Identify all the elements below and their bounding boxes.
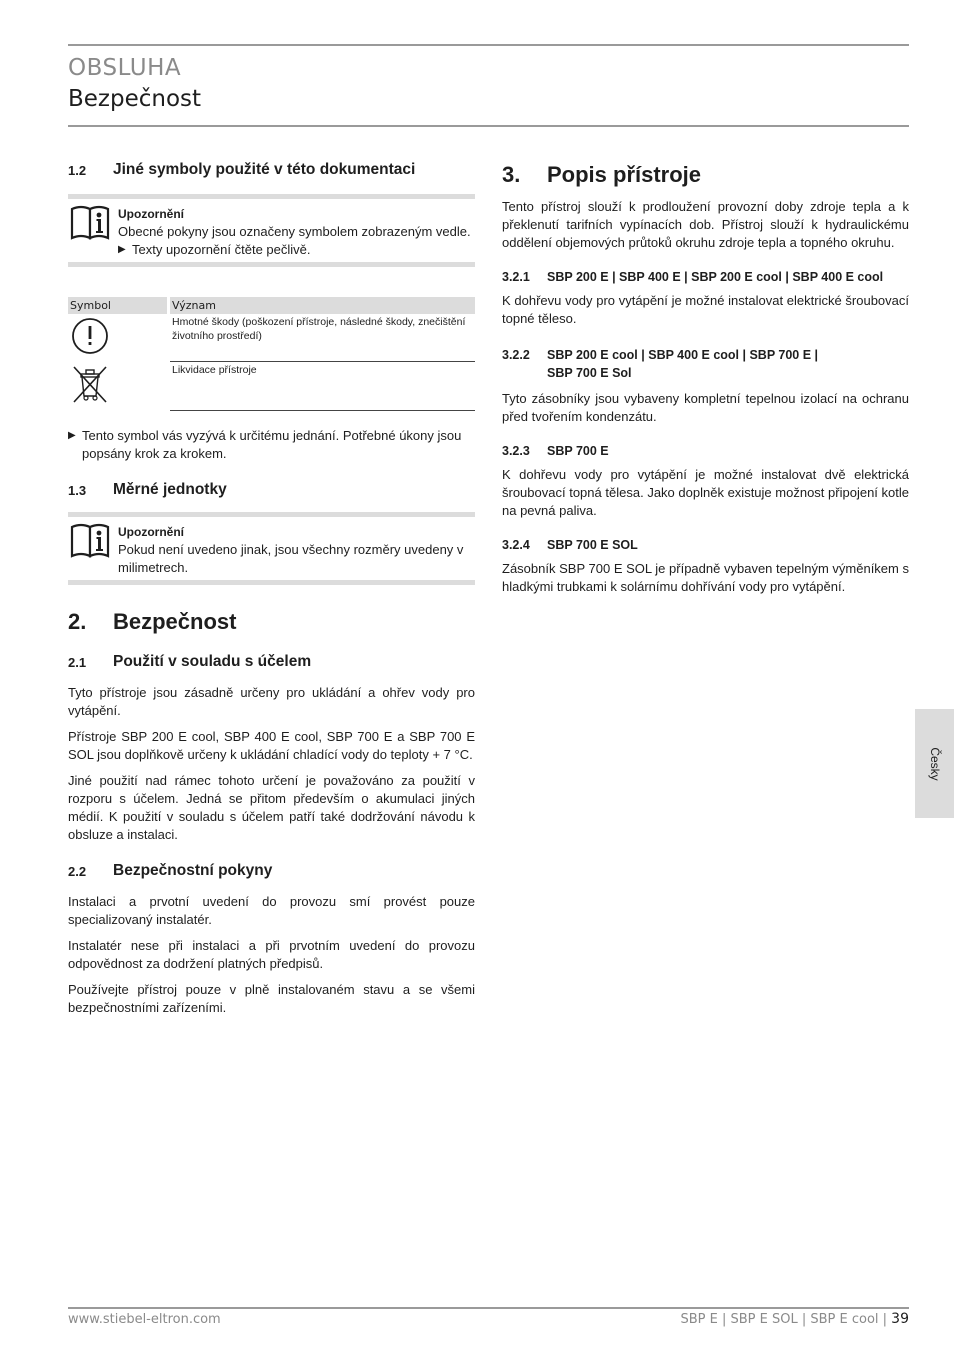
paragraph: Instalatér nese při instalaci a při prvotním uvedení do provozu odpovědnost za dodržení platných předpisů.: [68, 937, 475, 971]
note-bullet-text: Texty upozornění čtěte pečlivě.: [132, 242, 311, 257]
left-column: [68, 150, 475, 1025]
table-header-symbol: Symbol: [68, 297, 169, 314]
info-book-icon: [68, 205, 118, 259]
chapter-heading-2: [68, 609, 475, 635]
chapter-number: 3.: [502, 162, 521, 187]
subsection-heading-3-2-3: [502, 444, 909, 458]
footer-products: SBP E | SBP E SOL | SBP E cool: [680, 1312, 879, 1327]
language-label: Česky: [927, 746, 942, 781]
subsection-title: SBP 200 E cool | SBP 400 E cool | SBP 700 E | SBP 700 E Sol: [547, 348, 819, 380]
section-number: 2.2: [68, 863, 87, 879]
chapter-heading-3: [502, 162, 909, 188]
crossed-bin-icon: [70, 395, 112, 407]
note-title: Upozornění: [118, 524, 184, 539]
note-box: [68, 194, 475, 267]
subsection-heading-3-2-1: [502, 270, 909, 284]
paragraph: Tento přístroj slouží k prodloužení provozní doby zdroje tepla a k překlenutí tarifních vypínacích dob. Přístroj slouží k hydraulickému oddělení objemových průtoků okruhu zdroje tepla a topného okruhu.: [502, 199, 909, 250]
page-number: 39: [891, 1311, 909, 1327]
paragraph: Zásobník SBP 700 E SOL je případně vybaven tepelným výměníkem s hladkými trubkami k solárnímu dohřívání vody pro vytápění.: [502, 561, 909, 594]
paragraph: Instalaci a prvotní uvedení do provozu smí provést pouze specializovaný instalatér.: [68, 893, 475, 927]
triangle-bullet-icon: ▶: [68, 429, 76, 441]
footer-right: [681, 1311, 910, 1327]
note-bullet: [118, 241, 475, 259]
warning-circle-icon: [70, 346, 110, 358]
subsection-number: 3.2.4: [502, 538, 530, 552]
note-text: Obecné pokyny jsou označeny symbolem zobrazeným vedle.: [118, 224, 471, 239]
subsection-title: SBP 700 E: [547, 444, 609, 458]
chapter-title: Popis přístroje: [547, 162, 702, 187]
subsection-heading-3-2-4: [502, 538, 909, 552]
section-number: 1.2: [68, 163, 87, 178]
paragraph: Tyto přístroje jsou zásadně určeny pro ukládání a ohřev vody pro vytápění.: [68, 684, 475, 718]
table-cell-meaning: Hmotné škody (poškození přístroje, následné škody, znečištění životního prostředí): [169, 314, 476, 361]
section-heading-1-2: [68, 161, 475, 180]
paragraph: K dohřevu vody pro vytápění je možné instalovat elektrické šroubovací topné těleso.: [502, 293, 909, 326]
footer-rule: [68, 1307, 909, 1309]
subsection-number: 3.2.2: [502, 348, 530, 362]
table-cell-meaning: Likvidace přístroje: [169, 361, 476, 410]
section-number: 2.1: [68, 654, 87, 670]
chapter-title: Bezpečnost: [113, 608, 237, 634]
paragraph: Tyto zásobníky jsou vybaveny kompletní tepelnou izolací na ochranu před tvořením kondenzátu.: [502, 391, 909, 424]
footer-separator: |: [882, 1312, 892, 1327]
subsection-title: SBP 200 E | SBP 400 E | SBP 200 E cool | SBP 400 E cool: [547, 270, 884, 284]
section-title: Jiné symboly použité v této dokumentaci: [113, 161, 416, 178]
paragraph: Jiné použití nad rámec tohoto určení je považováno za použití v rozporu s účelem. Jedná se přitom především o akumulaci jiných médií. K použití v souladu s účelem patří také dodržování návodu k obsluze a instalaci.: [68, 772, 475, 842]
section-heading-2-1: [68, 653, 475, 672]
subsection-number: 3.2.3: [502, 444, 530, 458]
action-bullet: [68, 427, 475, 463]
chapter-number: 2.: [68, 608, 87, 634]
subsection-title: SBP 700 E SOL: [547, 538, 638, 552]
section-title: Bezpečnostní pokyny: [113, 861, 273, 879]
note-box: [68, 512, 475, 585]
section-heading-2-2: [68, 862, 475, 881]
section-number: 1.3: [68, 482, 87, 498]
header-top-rule: [68, 44, 909, 46]
section-heading-1-3: [68, 481, 475, 500]
action-bullet-text: Tento symbol vás vyzývá k určitému jednání. Potřebné úkony jsou popsány krok za krokem.: [82, 427, 462, 461]
table-row: [68, 361, 475, 410]
subsection-heading-3-2-2: [502, 346, 909, 382]
paragraph: Přístroje SBP 200 E cool, SBP 400 E cool, SBP 700 E a SBP 700 E SOL jsou doplňkově určeny k ukládání chladící vody do teploty + 7 °C.: [68, 728, 475, 762]
triangle-bullet-icon: ▶: [118, 244, 126, 255]
note-title: Upozornění: [118, 207, 184, 221]
note-text: Pokud není uvedeno jinak, jsou všechny rozměry uvedeny v milimetrech.: [118, 541, 464, 575]
table-row: [68, 314, 475, 361]
symbol-table: [68, 297, 475, 411]
info-book-icon: [68, 523, 118, 577]
section-title: Použití v souladu s účelem: [113, 652, 312, 670]
header-bottom-rule: [68, 125, 909, 127]
subsection-number: 3.2.1: [502, 270, 530, 284]
header-section-title: OBSLUHA: [68, 55, 182, 81]
paragraph: Používejte přístroj pouze v plně instalovaném stavu a se všemi bezpečnostními zařízeními.: [68, 981, 475, 1015]
table-header-meaning: Význam: [169, 297, 476, 314]
paragraph: K dohřevu vody pro vytápění je možné instalovat dvě elektrická šroubovací topná tělesa. Jako doplněk existuje možnost připojení kotle na pevná paliva.: [502, 467, 909, 518]
footer-url: www.stiebel-eltron.com: [68, 1312, 221, 1327]
language-side-tab: [915, 709, 954, 818]
header-subtitle: Bezpečnost: [68, 86, 202, 112]
right-column: [502, 150, 909, 604]
section-title: Měrné jednotky: [113, 480, 227, 498]
